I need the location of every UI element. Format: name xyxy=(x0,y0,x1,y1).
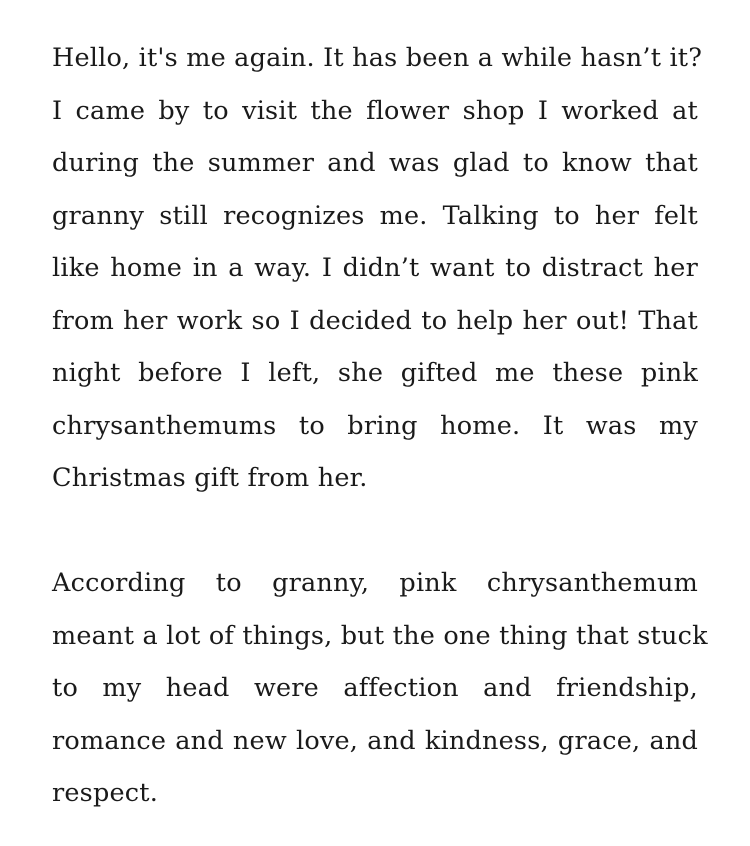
text-line: respect. xyxy=(52,778,159,808)
text-line: during the summer and was glad to know that xyxy=(52,148,698,178)
text-line: chrysanthemums to bring home. It was my xyxy=(52,410,698,441)
text-line: granny still recognizes me. Talking to her felt xyxy=(52,200,698,231)
paragraph-meaning xyxy=(52,557,708,820)
note-text xyxy=(52,32,708,820)
paragraph-visit xyxy=(52,32,703,505)
text-line: I came by to visit the flower shop I worked at xyxy=(52,95,698,126)
text-line: According to granny, pink chrysanthemum xyxy=(52,568,698,598)
text-line: like home in a way. I didn’t want to distract her xyxy=(52,253,698,283)
text-line: meant a lot of things, but the one thing that stuck xyxy=(52,620,708,651)
text-line: Christmas gift from her. xyxy=(52,463,368,493)
text-line: night before I left, she gifted me these pink xyxy=(52,358,698,388)
text-line: Hello, it's me again. It has been a while hasn’t it? xyxy=(52,43,703,73)
text-line: romance and new love, and kindness, grace, and xyxy=(52,725,698,756)
text-line: to my head were affection and friendship, xyxy=(52,673,698,703)
text-line: from her work so I decided to help her out! That xyxy=(52,305,698,336)
